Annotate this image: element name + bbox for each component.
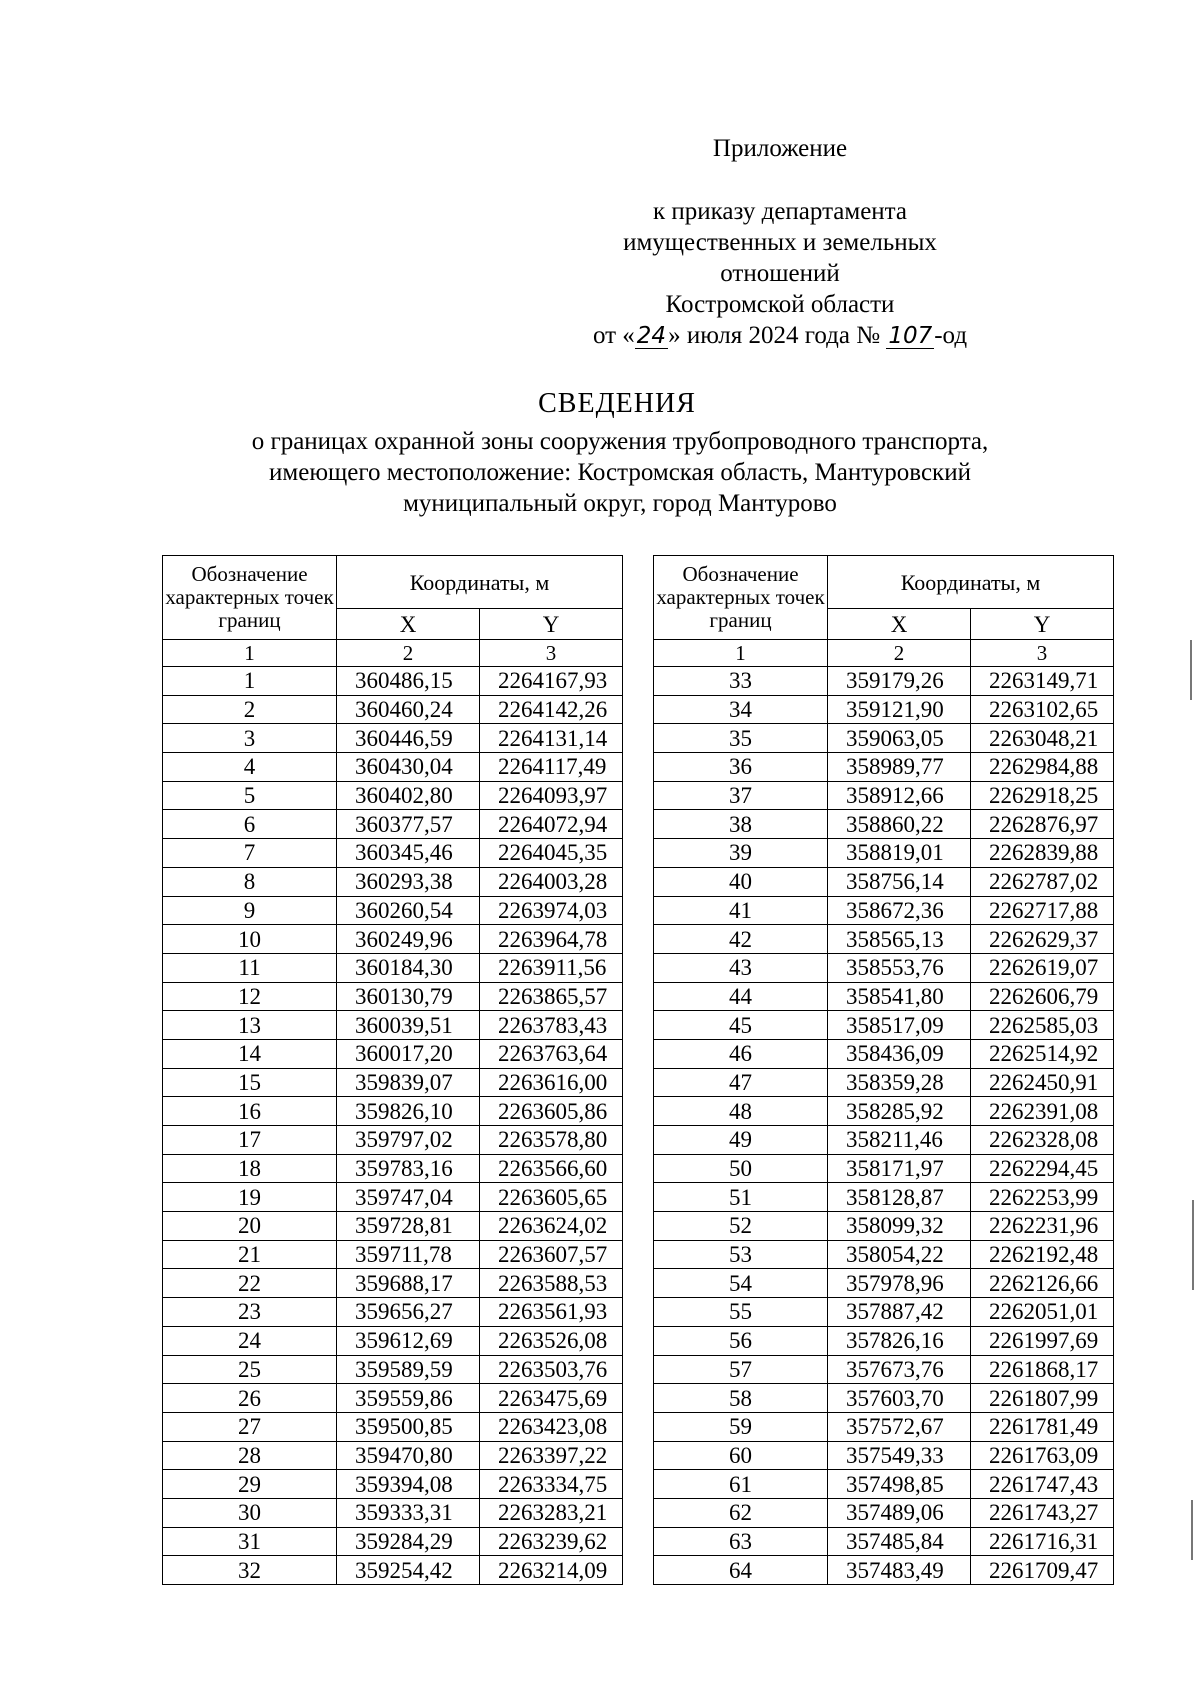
table-row [163,1011,623,1040]
table-row [163,1240,623,1269]
coordinate-y: 2263911,56 [480,953,623,982]
point-number: 52 [654,1212,828,1241]
point-number: 10 [163,925,337,954]
coordinate-y: 2261716,31 [971,1527,1114,1556]
coordinate-y: 2263503,76 [480,1355,623,1384]
point-number: 8 [163,867,337,896]
appendix-line-3: отношений [720,260,840,287]
coordinate-x: 358553,76 [828,953,971,982]
point-number: 24 [163,1326,337,1355]
coordinate-y: 2263149,71 [971,667,1114,696]
coordinate-x: 357978,96 [828,1269,971,1298]
point-number: 26 [163,1384,337,1413]
coordinate-y: 2261709,47 [971,1556,1114,1585]
coordinate-x: 360446,59 [337,724,480,753]
table-row [163,1154,623,1183]
point-number: 34 [654,695,828,724]
coordinate-y: 2262126,66 [971,1269,1114,1298]
point-number: 49 [654,1126,828,1155]
point-number: 57 [654,1355,828,1384]
header-x: X [828,609,971,640]
coordinate-x: 357489,06 [828,1498,971,1527]
coordinate-x: 357887,42 [828,1298,971,1327]
point-number: 42 [654,925,828,954]
coordinate-y: 2262391,08 [971,1097,1114,1126]
point-number: 60 [654,1441,828,1470]
coordinate-x: 359470,80 [337,1441,480,1470]
table-row [654,1212,1114,1241]
coordinate-x: 360430,04 [337,753,480,782]
appendix-title: Приложение [712,135,848,162]
table-row [163,810,623,839]
table-row [163,839,623,868]
coordinate-x: 357572,67 [828,1412,971,1441]
table-row [654,695,1114,724]
coordinate-x: 359797,02 [337,1126,480,1155]
point-number: 61 [654,1470,828,1499]
order-date-line [560,320,1000,351]
coordinate-x: 359728,81 [337,1212,480,1241]
coordinate-y: 2263974,03 [480,896,623,925]
coordinate-x: 357483,49 [828,1556,971,1585]
coordinate-y: 2261743,27 [971,1498,1114,1527]
table-row [163,781,623,810]
point-number: 58 [654,1384,828,1413]
coordinate-x: 357498,85 [828,1470,971,1499]
coordinate-y: 2263624,02 [480,1212,623,1241]
table-row [163,867,623,896]
document-subtitle [180,426,1060,519]
coordinate-y: 2264003,28 [480,867,623,896]
coordinate-y: 2263607,57 [480,1240,623,1269]
table-row [163,925,623,954]
coordinate-y: 2261807,99 [971,1384,1114,1413]
appendix-line-4: Костромской области [665,291,895,318]
point-number: 37 [654,781,828,810]
point-number: 56 [654,1326,828,1355]
coordinate-y: 2263964,78 [480,925,623,954]
header-point-designation: Обозначение характерных точек границ [654,556,828,640]
coordinate-y: 2263397,22 [480,1441,623,1470]
table-row [654,1240,1114,1269]
scan-artifact [1190,640,1192,700]
table-row [654,667,1114,696]
table-row [654,1269,1114,1298]
point-number: 19 [163,1183,337,1212]
table-row [163,753,623,782]
coordinate-y: 2262787,02 [971,867,1114,896]
point-number: 1 [163,667,337,696]
header-y: Y [480,609,623,640]
coordinate-x: 359179,26 [828,667,971,696]
coordinate-x: 360249,96 [337,925,480,954]
coordinate-y: 2262876,97 [971,810,1114,839]
coordinate-y: 2261781,49 [971,1412,1114,1441]
table-row [163,1183,623,1212]
point-number: 46 [654,1039,828,1068]
table-row [654,867,1114,896]
coordinate-y: 2262606,79 [971,982,1114,1011]
coordinate-x: 360486,15 [337,667,480,696]
document-title: СВЕДЕНИЯ [538,388,696,419]
table-row [163,1298,623,1327]
table-row [654,1470,1114,1499]
coordinate-y: 2264072,94 [480,810,623,839]
coordinate-y: 2262450,91 [971,1068,1114,1097]
table-row [654,753,1114,782]
coordinate-y: 2262585,03 [971,1011,1114,1040]
coordinate-y: 2263423,08 [480,1412,623,1441]
coordinate-y: 2263048,21 [971,724,1114,753]
table-row [654,781,1114,810]
table-row [654,1355,1114,1384]
handwritten-order-number: 107 [888,323,933,349]
point-number: 64 [654,1556,828,1585]
coordinate-x: 359783,16 [337,1154,480,1183]
coordinate-x: 357826,16 [828,1326,971,1355]
coordinate-x: 359589,59 [337,1355,480,1384]
table-row [654,724,1114,753]
table-body-right [654,667,1114,1585]
table-row [654,1498,1114,1527]
table-row [654,1039,1114,1068]
table-row [654,1126,1114,1155]
coordinate-x: 359394,08 [337,1470,480,1499]
table-row [163,1068,623,1097]
appendix-line-2: имущественных и земельных [623,229,937,256]
coordinate-y: 2263605,86 [480,1097,623,1126]
coordinate-x: 360130,79 [337,982,480,1011]
table-row [163,724,623,753]
coordinate-y: 2263561,93 [480,1298,623,1327]
point-number: 55 [654,1298,828,1327]
coordinate-y: 2261747,43 [971,1470,1114,1499]
coordinate-y: 2261763,09 [971,1441,1114,1470]
point-number: 5 [163,781,337,810]
table-row [654,1011,1114,1040]
appendix-line-1: к приказу департамента [652,198,908,225]
table-row [163,1212,623,1241]
coordinate-x: 360345,46 [337,839,480,868]
coordinate-x: 358860,22 [828,810,971,839]
coordinate-y: 2262984,88 [971,753,1114,782]
column-number-2: 2 [337,640,480,667]
table-row [654,1384,1114,1413]
coordinate-x: 359612,69 [337,1326,480,1355]
table-row [654,1556,1114,1585]
table-row [163,1355,623,1384]
table-row [163,1556,623,1585]
coordinate-x: 357485,84 [828,1527,971,1556]
coordinate-x: 358171,97 [828,1154,971,1183]
coordinate-x: 359839,07 [337,1068,480,1097]
scan-artifact [1191,1500,1193,1560]
table-row [163,1097,623,1126]
coordinate-y: 2263865,57 [480,982,623,1011]
coordinate-y: 2262294,45 [971,1154,1114,1183]
coordinate-x: 358359,28 [828,1068,971,1097]
point-number: 54 [654,1269,828,1298]
point-number: 39 [654,839,828,868]
coordinate-x: 360293,38 [337,867,480,896]
point-number: 9 [163,896,337,925]
header-coordinates: Координаты, м [337,556,623,609]
coordinate-x: 358989,77 [828,753,971,782]
table-row [163,1269,623,1298]
point-number: 20 [163,1212,337,1241]
coordinate-x: 358672,36 [828,896,971,925]
coordinate-y: 2263214,09 [480,1556,623,1585]
point-number: 41 [654,896,828,925]
point-number: 35 [654,724,828,753]
table-row [654,982,1114,1011]
point-number: 16 [163,1097,337,1126]
point-number: 23 [163,1298,337,1327]
coordinate-y: 2261997,69 [971,1326,1114,1355]
table-row [654,1068,1114,1097]
point-number: 3 [163,724,337,753]
coordinate-x: 359121,90 [828,695,971,724]
coordinate-y: 2262231,96 [971,1212,1114,1241]
coordinate-x: 358211,46 [828,1126,971,1155]
table-row [654,1097,1114,1126]
coordinates-table-left [162,555,623,1585]
coordinate-x: 358912,66 [828,781,971,810]
coordinate-x: 358541,80 [828,982,971,1011]
coordinate-y: 2263475,69 [480,1384,623,1413]
point-number: 62 [654,1498,828,1527]
column-number-3: 3 [480,640,623,667]
coordinate-y: 2263526,08 [480,1326,623,1355]
coordinate-y: 2262918,25 [971,781,1114,810]
table-row [654,1154,1114,1183]
column-number-2: 2 [828,640,971,667]
point-number: 21 [163,1240,337,1269]
point-number: 44 [654,982,828,1011]
table-row [654,1183,1114,1212]
coordinate-x: 359826,10 [337,1097,480,1126]
header-coordinates: Координаты, м [828,556,1114,609]
table-row [163,953,623,982]
date-prefix: от « [592,322,635,349]
point-number: 47 [654,1068,828,1097]
coordinate-y: 2264093,97 [480,781,623,810]
coordinate-x: 358128,87 [828,1183,971,1212]
coordinate-x: 358054,22 [828,1240,971,1269]
point-number: 7 [163,839,337,868]
coordinate-y: 2263783,43 [480,1011,623,1040]
point-number: 27 [163,1412,337,1441]
scan-artifact [1192,1200,1194,1290]
point-number: 32 [163,1556,337,1585]
point-number: 51 [654,1183,828,1212]
header-point-designation: Обозначение характерных точек границ [163,556,337,640]
coordinate-y: 2262514,92 [971,1039,1114,1068]
table-row [163,1527,623,1556]
table-row [654,896,1114,925]
coordinate-y: 2262839,88 [971,839,1114,868]
column-number-1: 1 [654,640,828,667]
table-row [163,1384,623,1413]
point-number: 30 [163,1498,337,1527]
header-x: X [337,609,480,640]
coordinate-x: 360377,57 [337,810,480,839]
coordinate-y: 2263763,64 [480,1039,623,1068]
point-number: 25 [163,1355,337,1384]
coordinate-y: 2262253,99 [971,1183,1114,1212]
handwritten-day: 24 [636,323,667,349]
coordinate-x: 360260,54 [337,896,480,925]
header-y: Y [971,609,1114,640]
coordinate-x: 358099,32 [828,1212,971,1241]
table-row [654,953,1114,982]
coordinate-x: 360184,30 [337,953,480,982]
point-number: 11 [163,953,337,982]
point-number: 36 [654,753,828,782]
coordinate-x: 357603,70 [828,1384,971,1413]
point-number: 29 [163,1470,337,1499]
coordinate-x: 359333,31 [337,1498,480,1527]
coordinates-table-right [653,555,1114,1585]
point-number: 22 [163,1269,337,1298]
subtitle-line-3: муниципальный округ, город Мантурово [403,490,837,517]
coordinate-y: 2264131,14 [480,724,623,753]
coordinate-x: 358756,14 [828,867,971,896]
table-body-left [163,667,623,1585]
point-number: 59 [654,1412,828,1441]
column-number-1: 1 [163,640,337,667]
table-row [654,839,1114,868]
coordinate-x: 360039,51 [337,1011,480,1040]
point-number: 33 [654,667,828,696]
coordinate-y: 2262192,48 [971,1240,1114,1269]
coordinate-y: 2262717,88 [971,896,1114,925]
table-row [654,925,1114,954]
column-number-3: 3 [971,640,1114,667]
coordinate-x: 359688,17 [337,1269,480,1298]
table-row [163,1412,623,1441]
table-row [163,695,623,724]
point-number: 2 [163,695,337,724]
point-number: 45 [654,1011,828,1040]
coordinate-x: 359063,05 [828,724,971,753]
point-number: 40 [654,867,828,896]
coordinate-y: 2263283,21 [480,1498,623,1527]
coordinate-y: 2262629,37 [971,925,1114,954]
coordinate-x: 359284,29 [337,1527,480,1556]
table-row [163,1498,623,1527]
table-row [163,896,623,925]
point-number: 38 [654,810,828,839]
order-suffix: -од [934,322,968,349]
point-number: 15 [163,1068,337,1097]
coordinate-y: 2263566,60 [480,1154,623,1183]
coordinate-x: 358517,09 [828,1011,971,1040]
table-row [654,1298,1114,1327]
table-row [163,1126,623,1155]
table-row [163,982,623,1011]
table-row [163,1326,623,1355]
point-number: 50 [654,1154,828,1183]
point-number: 6 [163,810,337,839]
coordinate-x: 359711,78 [337,1240,480,1269]
table-row [163,667,623,696]
coordinate-x: 359559,86 [337,1384,480,1413]
coordinate-y: 2262619,07 [971,953,1114,982]
table-row [654,1441,1114,1470]
coordinate-y: 2262051,01 [971,1298,1114,1327]
point-number: 13 [163,1011,337,1040]
appendix-order-reference [560,196,1000,351]
coordinate-x: 359254,42 [337,1556,480,1585]
coordinate-x: 359747,04 [337,1183,480,1212]
point-number: 14 [163,1039,337,1068]
coordinate-x: 359656,27 [337,1298,480,1327]
coordinate-y: 2264117,49 [480,753,623,782]
coordinate-x: 357673,76 [828,1355,971,1384]
coordinate-x: 358436,09 [828,1039,971,1068]
table-row [654,1326,1114,1355]
table-row [163,1039,623,1068]
point-number: 53 [654,1240,828,1269]
coordinate-x: 358285,92 [828,1097,971,1126]
coordinate-y: 2261868,17 [971,1355,1114,1384]
coordinate-x: 358565,13 [828,925,971,954]
coordinate-y: 2263605,65 [480,1183,623,1212]
coordinate-y: 2263616,00 [480,1068,623,1097]
table-row [163,1441,623,1470]
table-row [654,1412,1114,1441]
coordinate-x: 358819,01 [828,839,971,868]
point-number: 4 [163,753,337,782]
coordinate-x: 360017,20 [337,1039,480,1068]
coordinate-y: 2264142,26 [480,695,623,724]
coordinate-x: 360402,80 [337,781,480,810]
point-number: 31 [163,1527,337,1556]
point-number: 18 [163,1154,337,1183]
coordinate-x: 360460,24 [337,695,480,724]
coordinate-y: 2263578,80 [480,1126,623,1155]
point-number: 17 [163,1126,337,1155]
table-row [654,810,1114,839]
coordinate-x: 359500,85 [337,1412,480,1441]
subtitle-line-2: имеющего местоположение: Костромская область, Мантуровский [269,459,971,486]
coordinate-y: 2264045,35 [480,839,623,868]
coordinate-y: 2264167,93 [480,667,623,696]
table-row [654,1527,1114,1556]
date-middle: » июля 2024 года № [668,322,881,349]
coordinate-y: 2263239,62 [480,1527,623,1556]
coordinate-y: 2262328,08 [971,1126,1114,1155]
coordinate-x: 357549,33 [828,1441,971,1470]
point-number: 63 [654,1527,828,1556]
point-number: 48 [654,1097,828,1126]
subtitle-line-1: о границах охранной зоны сооружения трубопроводного транспорта, [251,428,989,455]
point-number: 43 [654,953,828,982]
coordinate-y: 2263102,65 [971,695,1114,724]
point-number: 28 [163,1441,337,1470]
coordinate-y: 2263334,75 [480,1470,623,1499]
coordinate-y: 2263588,53 [480,1269,623,1298]
point-number: 12 [163,982,337,1011]
table-row [163,1470,623,1499]
